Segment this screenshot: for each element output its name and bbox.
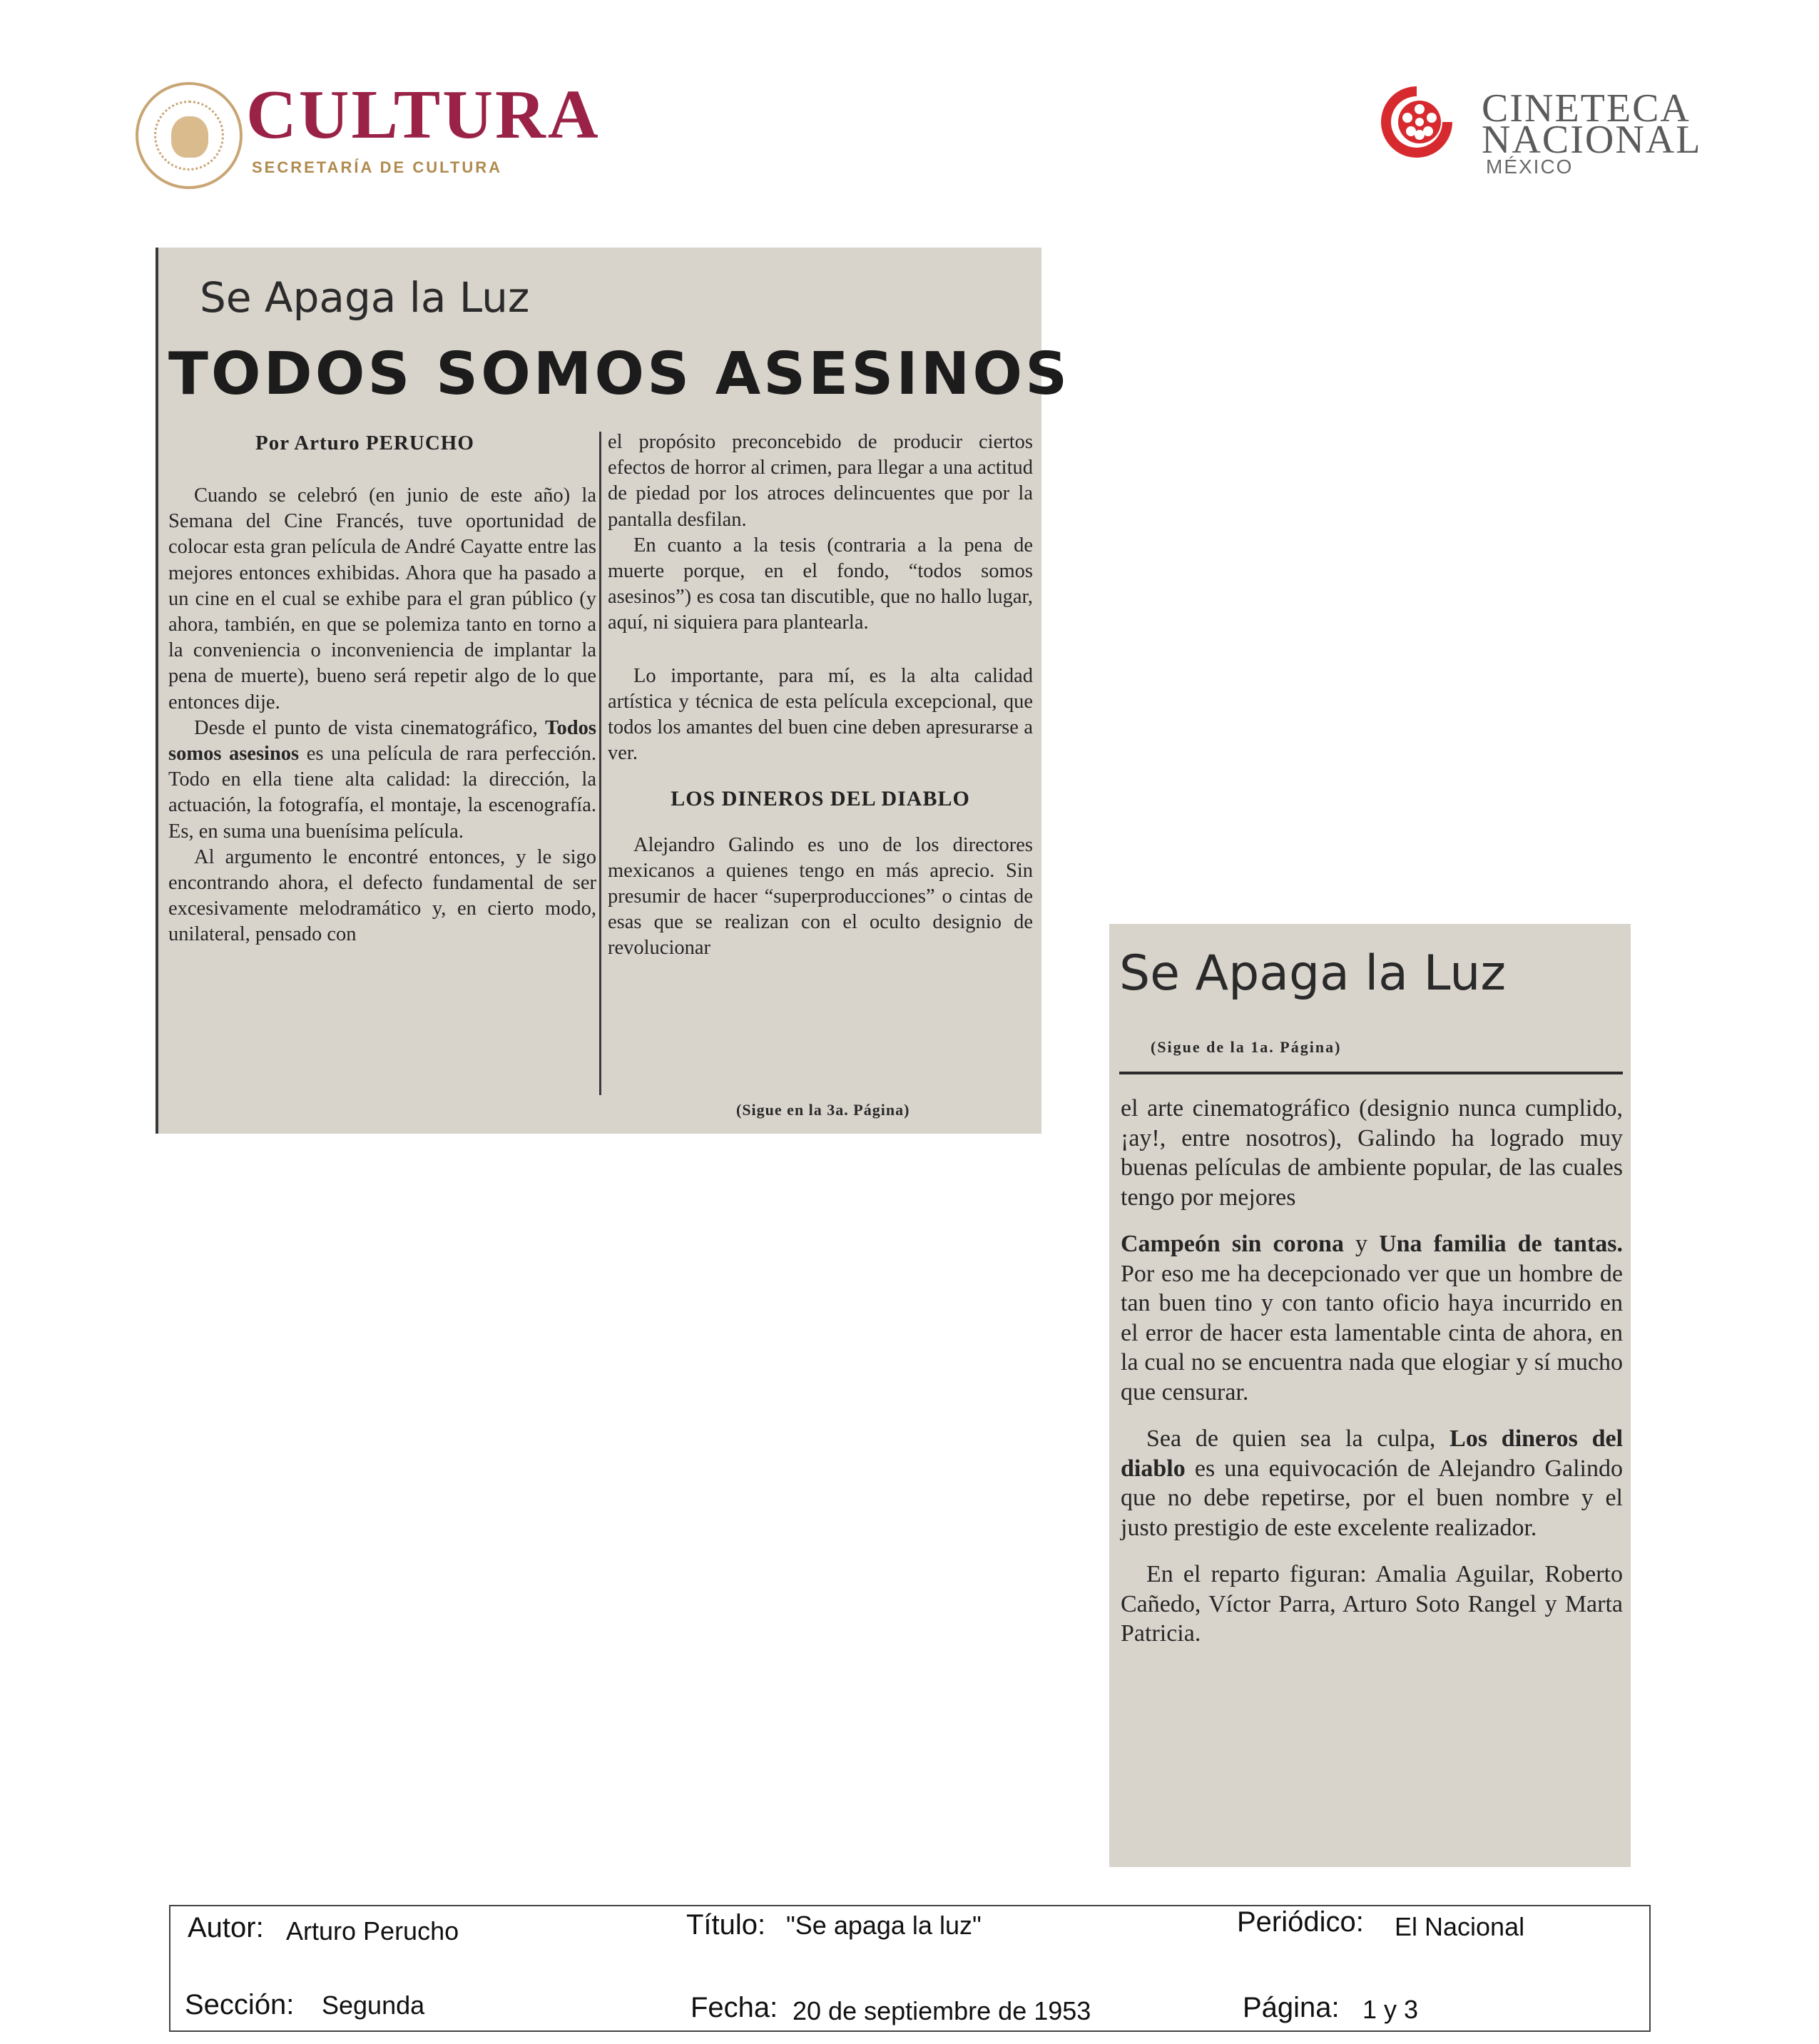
cineteca-line1: CINETECA [1482, 86, 1691, 131]
film-title: Todos somos asesinos [168, 716, 596, 766]
continued-note: (Sigue en la 3a. Página) [736, 1101, 910, 1119]
autor-value: Arturo Perucho [286, 1916, 459, 1946]
cultura-logo-subtitle: SECRETARÍA DE CULTURA [252, 158, 503, 176]
column-kicker: Se Apaga la Luz [200, 273, 530, 322]
article-column [1121, 1094, 1623, 1666]
titulo-value: "Se apaga la luz" [786, 1911, 982, 1940]
paragraph [168, 716, 596, 845]
article-column-2 [608, 429, 1033, 962]
paragraph: En el reparto figuran: Amalia Aguilar, Roberto Cañedo, Víctor Parra, Arturo Soto Rangel y Marta Patricia. [1121, 1561, 1623, 1647]
film-reel-icon [1377, 82, 1457, 162]
continued-from-note: (Sigue de la 1a. Página) [1151, 1038, 1342, 1056]
pagina-value: 1 y 3 [1362, 1995, 1419, 2024]
paragraph: el propósito preconcebido de producir ciertos efectos de horror al crimen, para llegar a una actitud de piedad por los atroces delincuentes que por la pantalla desfilan. [608, 431, 1033, 531]
text-span: es una equivocación de Alejandro Galindo que no debe repetirse, por el buen nombre y el justo prestigio de este excelente realizador. [1121, 1455, 1624, 1541]
cultura-logo-title: CULTURA [246, 76, 601, 153]
text-span: es una película de rara perfección. Todo en ella tiene alta calidad: la dirección, la actuación, la fotografía, el montaje, la escenografía. Es, en suma una buenísima película. [168, 743, 596, 843]
film-title: Una familia de tantas. [1379, 1231, 1623, 1257]
article-headline: TODOS SOMOS ASESINOS [168, 340, 1071, 408]
film-title: Campeón sin corona [1121, 1231, 1344, 1257]
metadata-box [169, 1905, 1651, 2032]
column-divider [599, 432, 601, 1095]
cineteca-line2: NACIONAL [1482, 118, 1702, 162]
section-subhead: LOS DINEROS DEL DIABLO [671, 787, 970, 811]
text-span: Sea de quien sea la culpa, [1146, 1425, 1436, 1452]
paragraph [1121, 1229, 1623, 1407]
text-span: Por eso me ha decepcionado ver que un hombre de tan buen tino y con tanto oficio haya incurrido en el error de hacer esta lamentable cinta de ahora, en la cual no se encuentra nada que elogiar y sí mucho que censurar. [1121, 1260, 1623, 1405]
pagina-label: Página: [1243, 1992, 1340, 2023]
article-column-1 [168, 483, 596, 948]
paragraph: Alejandro Galindo es uno de los directores mexicanos a quienes tengo en más aprecio. Sin presumir de hacer “superproducciones” o cintas de esas que se realizan con el oculto designio de revolucionar [608, 833, 1033, 960]
cineteca-line3: MÉXICO [1486, 156, 1574, 178]
seccion-value: Segunda [322, 1990, 425, 2020]
autor-label: Autor: [188, 1912, 264, 1943]
paragraph: el arte cinematográfico (designio nunca cumplido, ¡ay!, entre nosotros), Galindo ha logrado muy buenas películas de ambiente popular, de las cuales tengo por mejores [1121, 1095, 1623, 1211]
paragraph: En cuanto a la tesis (contraria a la pena de muerte porque, en el fondo, “todos somos asesinos”) es cosa tan discutible, que no hallo lugar, aquí, ni siquiera para plantearla. [608, 534, 1033, 634]
film-title: Los dineros del diablo [1121, 1425, 1624, 1482]
newspaper-clipping-page3 [1109, 924, 1631, 1867]
fecha-label: Fecha: [691, 1992, 778, 2023]
column-kicker: Se Apaga la Luz [1119, 945, 1507, 1002]
titulo-label: Título: [686, 1909, 766, 1941]
header-rule [1119, 1072, 1623, 1074]
article-byline: Por Arturo PERUCHO [255, 432, 474, 454]
newspaper-clipping-page1 [156, 248, 1071, 1134]
text-span: y [1355, 1231, 1368, 1257]
periodico-value: El Nacional [1395, 1912, 1525, 1941]
paragraph: Al argumento le encontré entonces, y le sigo encontrando ahora, el defecto fundamental de ser excesivamente melodramático y, en cierto modo, unilateral, pensado con [168, 845, 596, 946]
fecha-value: 20 de septiembre de 1953 [793, 1996, 1091, 2025]
periodico-label: Periódico: [1237, 1906, 1364, 1938]
paragraph: Lo importante, para mí, es la alta calidad artística y técnica de esta película excepcional, que todos los amantes del buen cine deben apresurarse a ver. [608, 664, 1033, 765]
seccion-label: Sección: [185, 1989, 295, 2020]
paragraph: Cuando se celebró (en junio de este año) la Semana del Cine Francés, tuve oportunidad de colocar esta gran película de André Cayatte entre las mejores entonces exhibidas. Ahora que ha pasado a un cine en el cual se exhibe para el gran público (y ahora, también, en que se polemiza tanto en torno a la conveniencia o inconveniencia de implantar la pena de muerte), bueno será repetir algo de lo que entonces dije. [168, 484, 596, 713]
cultura-seal-logo [136, 82, 243, 189]
text-span: Desde el punto de vista cinematográfico, [194, 716, 538, 739]
paragraph [1121, 1424, 1623, 1542]
